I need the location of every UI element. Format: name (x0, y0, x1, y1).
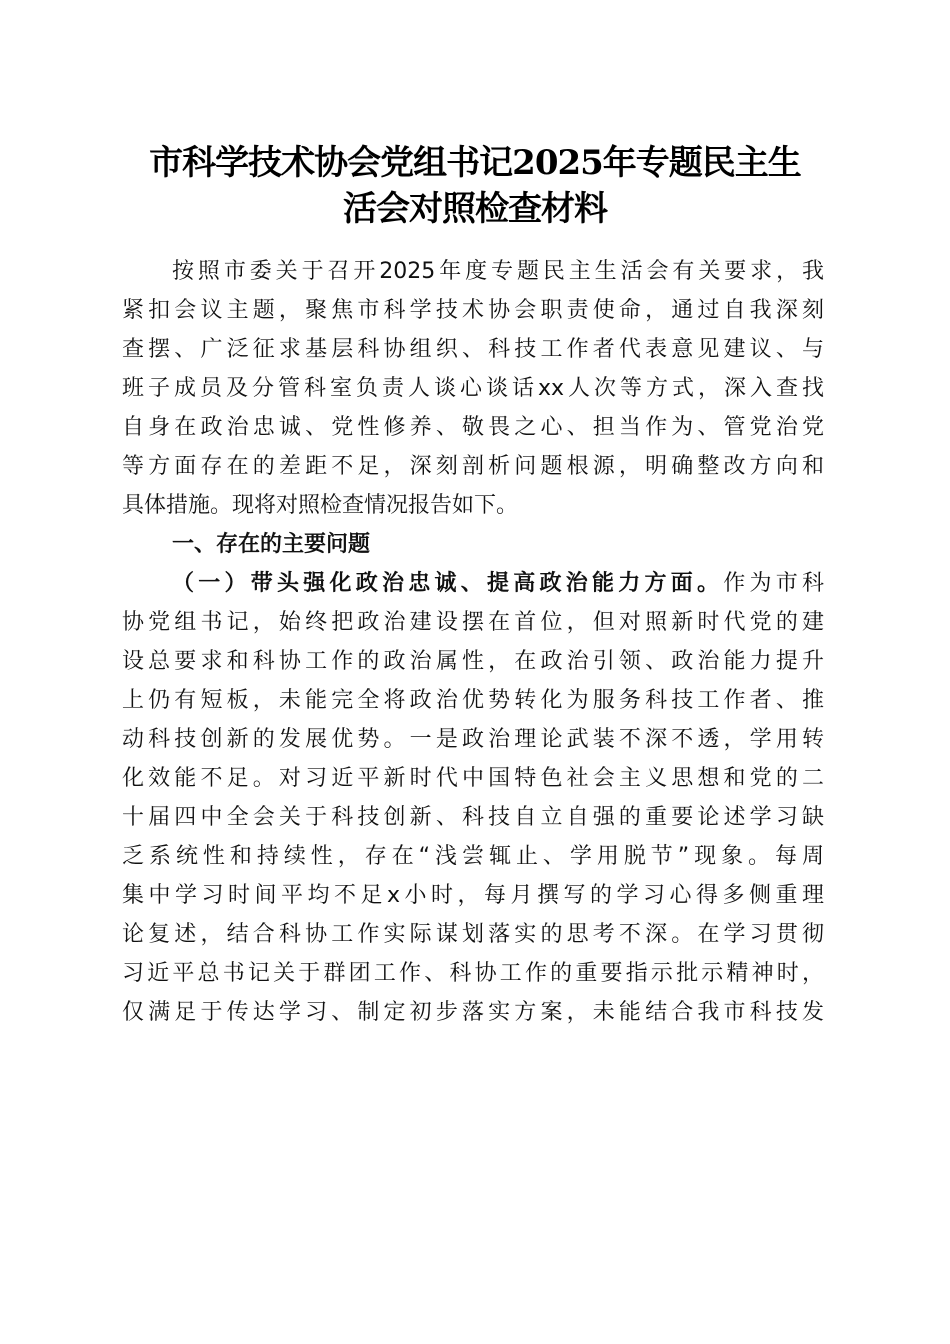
text-line: 集中学习时间平均不足x小时，每月撰写的学习心得多侧重理 (122, 883, 824, 908)
text-line (122, 564, 824, 603)
text-line: 仅满足于传达学习、制定初步落实方案，未能结合我市科技发 (122, 1000, 824, 1025)
text-line: 论复述，结合科协工作实际谋划落实的思考不深。在学习贯彻 (122, 922, 824, 947)
section-heading: 一、存在的主要问题 (172, 532, 371, 557)
text-line: 上仍有短板，未能完全将政治优势转化为服务科技工作者、推 (122, 688, 824, 713)
text-line: 协党组书记，始终把政治建设摆在首位，但对照新时代党的建 (122, 610, 824, 635)
text-line: 习近平总书记关于群团工作、科协工作的重要指示批示精神时， (122, 961, 824, 986)
subsection-paragraph (122, 564, 824, 1032)
text-line: 紧扣会议主题，聚焦市科学技术协会职责使命，通过自我深刻 (122, 298, 824, 323)
intro-paragraph (122, 252, 824, 525)
text-line: 班子成员及分管科室负责人谈心谈话xx人次等方式，深入查找 (122, 376, 824, 401)
title-line-1: 市科学技术协会党组书记2025年专题民主生 (149, 143, 801, 183)
text-line: 查摆、广泛征求基层科协组织、科技工作者代表意见建议、与 (122, 337, 824, 362)
text-line: 十届四中全会关于科技创新、科技自立自强的重要论述学习缺 (122, 805, 824, 830)
text-line: 化效能不足。对习近平新时代中国特色社会主义思想和党的二 (122, 766, 824, 791)
subsection-heading: （一）带头强化政治忠诚、提高政治能力方面。 (172, 571, 724, 596)
text-line: 按照市委关于召开2025年度专题民主生活会有关要求，我 (172, 259, 824, 284)
text-line: 自身在政治忠诚、党性修养、敬畏之心、担当作为、管党治党 (122, 415, 824, 440)
text-line: 乏系统性和持续性，存在“浅尝辄止、学用脱节”现象。每周 (122, 844, 824, 869)
title-line-2: 活会对照检查材料 (343, 189, 607, 229)
document-body (122, 252, 824, 1032)
text-line: 设总要求和科协工作的政治属性，在政治引领、政治能力提升 (122, 649, 824, 674)
document-title (100, 140, 850, 232)
text-line: 动科技创新的发展优势。一是政治理论武装不深不透，学用转 (122, 727, 824, 752)
text-line: 等方面存在的差距不足，深刻剖析问题根源，明确整改方向和 (122, 454, 824, 479)
text-line: 具体措施。现将对照检查情况报告如下。 (122, 493, 519, 518)
subsection-text: 作为市科 (723, 571, 824, 596)
